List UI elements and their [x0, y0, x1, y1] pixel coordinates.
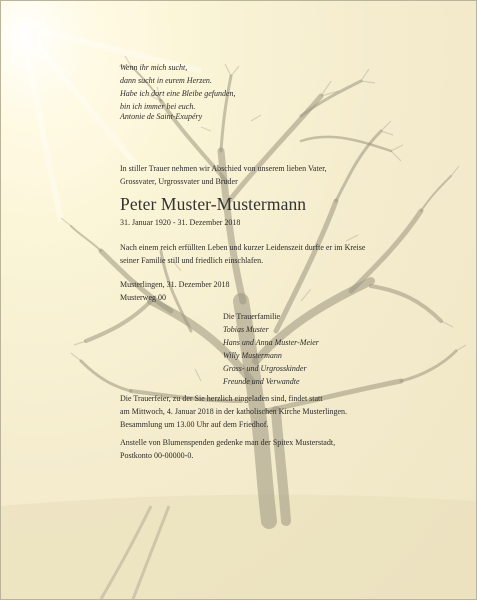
address-block	[120, 278, 230, 304]
funeral-line: Besammlung um 13.00 Uhr auf dem Friedhof.	[120, 420, 269, 429]
place-date: Musterlingen, 31. Dezember 2018	[120, 280, 230, 289]
quote-line: bin ich immer bei euch.	[120, 102, 196, 111]
family-member: Tobias Muster	[223, 325, 269, 334]
deceased-name: Peter Muster-Mustermann	[120, 194, 307, 214]
intro-text	[120, 162, 327, 188]
intro-line: In stiller Trauer nehmen wir Abschied von unserem lieben Vater,	[120, 164, 327, 173]
quote-author: Antonie de Saint-Exupéry	[120, 112, 203, 121]
donation-line: Postkonto 00-00000-0.	[120, 451, 194, 460]
tree-illustration	[1, 1, 476, 599]
family-heading: Die Trauerfamilie	[223, 312, 281, 321]
quote-line: Habe ich dort eine Bleibe gefunden,	[120, 89, 236, 98]
quote	[120, 61, 236, 113]
family-member: Willy Mustermann	[223, 351, 282, 360]
quote-line: dann sucht in eurem Herzen.	[120, 76, 212, 85]
family-member: Gross- und Urgrosskinder	[223, 364, 307, 373]
funeral-line: Die Trauerfeier, zu der Sie herzlich eingeladen sind, findet statt	[120, 394, 323, 403]
donation-line: Anstelle von Blumenspenden gedenke man der Spitex Musterstadt,	[120, 438, 336, 447]
funeral-info	[120, 392, 347, 431]
message-line: seiner Familie still und friedlich einschlafen.	[120, 256, 264, 265]
quote-line: Wenn ihr mich sucht,	[120, 63, 188, 72]
message-line: Nach einem reich erfüllten Leben und kurzer Leidenszeit durfte er im Kreise	[120, 243, 366, 252]
family-members	[223, 323, 319, 388]
street-address: Musterweg 00	[120, 293, 166, 302]
donation-info	[120, 436, 335, 462]
death-message	[120, 241, 365, 267]
life-dates: 31. Januar 1920 - 31. Dezember 2018	[120, 218, 241, 227]
family-member: Freunde und Verwandte	[223, 377, 300, 386]
intro-line: Grossvater, Urgrossvater und Bruder	[120, 177, 238, 186]
funeral-line: am Mittwoch, 4. Januar 2018 in der katholischen Kirche Musterlingen.	[120, 407, 348, 416]
family-member: Hans und Anna Muster-Meier	[223, 338, 319, 347]
